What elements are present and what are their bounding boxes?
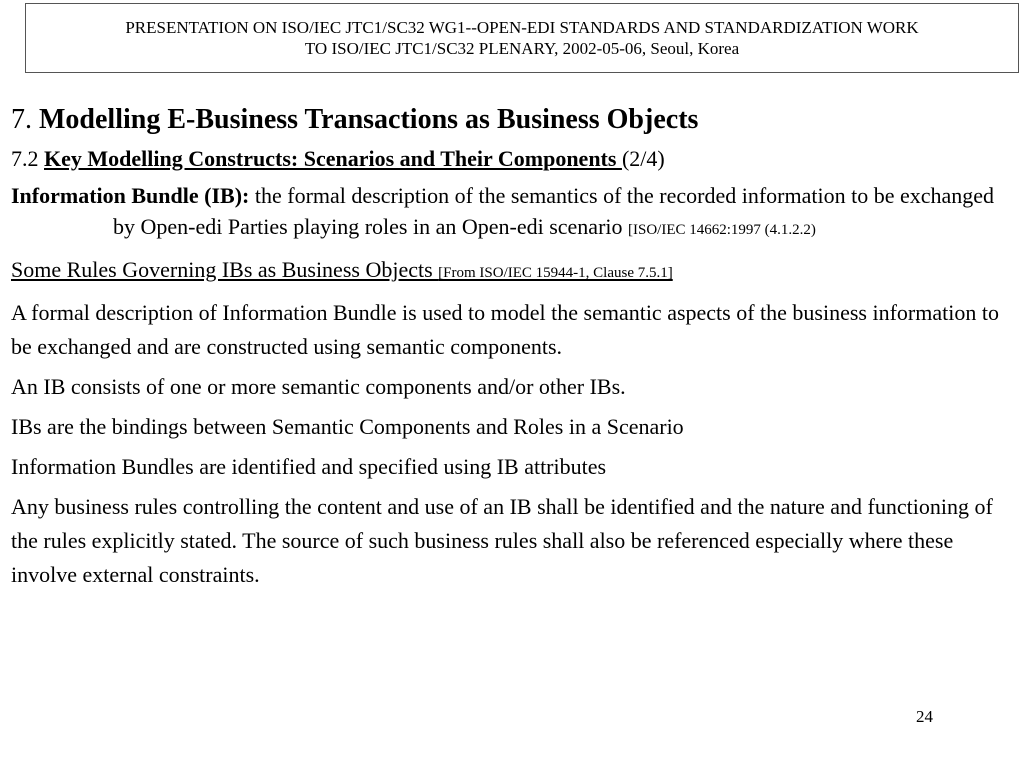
slide-header (25, 3, 1019, 73)
ib-definition (11, 180, 1016, 246)
section-title (11, 100, 1016, 140)
definition-reference: [ISO/IEC 14662:1997 (4.1.2.2) (628, 222, 816, 238)
header-line-2: TO ISO/IEC JTC1/SC32 PLENARY, 2002-05-06, Seoul, Korea (304, 39, 740, 58)
definition-text: the formal description of the semantics of the recorded information to be exchanged by Open-edi Parties playing roles in an Open-edi scenario (113, 183, 995, 239)
rule-paragraph: Information Bundles are identified and specified using IB attributes (11, 454, 607, 479)
definition-term: Information Bundle (IB): (11, 183, 250, 208)
section-title-text: Modelling E-Business Transactions as Business Objects (39, 104, 699, 135)
rules-heading (11, 254, 1016, 289)
subsection-title-text: Key Modelling Constructs: Scenarios and Their Components (44, 146, 622, 171)
section-number: 7. (11, 104, 39, 135)
subsection-number: 7.2 (11, 146, 44, 171)
rule-paragraph: An IB consists of one or more semantic components and/or other IBs. (11, 374, 626, 399)
subsection-part: (2/4) (621, 146, 665, 171)
slide-content (11, 100, 1016, 598)
rules-heading-text: Some Rules Governing IBs as Business Objects (11, 257, 439, 282)
rule-paragraph: Any business rules controlling the content and use of an IB shall be identified and the nature and functioning of the rules explicitly stated. The source of such business rules shall also be referenced especially where these involve external constraints. (11, 494, 993, 587)
rule-paragraph: IBs are the bindings between Semantic Components and Roles in a Scenario (11, 414, 684, 439)
subsection-title (11, 144, 1016, 174)
rule-paragraph: A formal description of Information Bundle is used to model the semantic aspects of the business information to be exchanged and are constructed using semantic components. (11, 300, 999, 359)
header-line-1: PRESENTATION ON ISO/IEC JTC1/SC32 WG1--OPEN-EDI STANDARDS AND STANDARDIZATION WORK (125, 18, 919, 37)
rules-reference: [From ISO/IEC 15944-1, Clause 7.5.1] (438, 265, 673, 281)
page-number: 24 (916, 707, 933, 726)
